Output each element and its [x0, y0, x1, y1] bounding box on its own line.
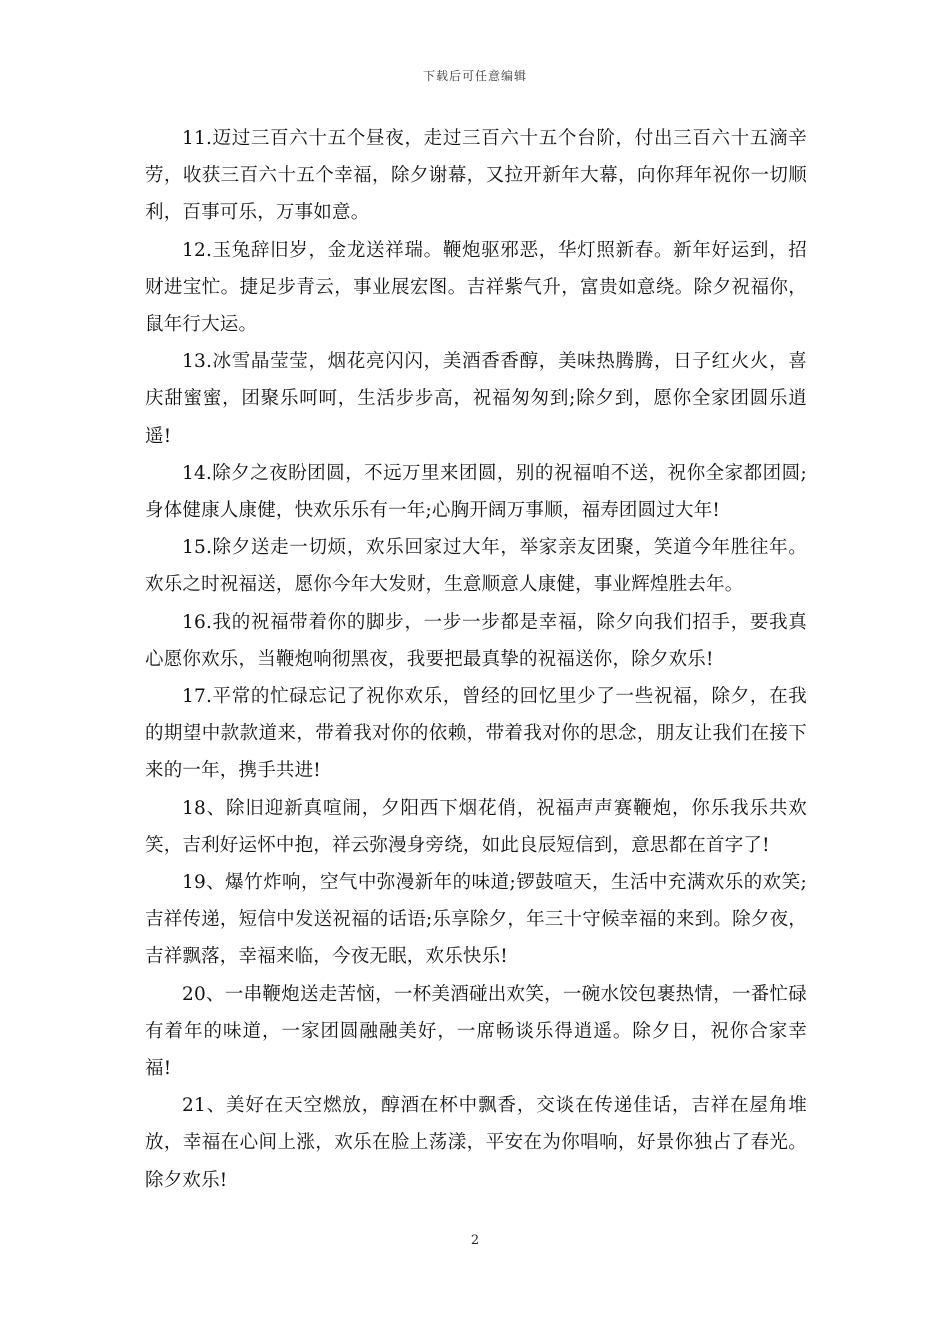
paragraph-17: 17.平常的忙碌忘记了祝你欢乐，曾经的回忆里少了一些祝福，除夕，在我的期望中款款道来，带着我对你的依赖，带着我对你的思念，朋友让我们在接下来的一年，携手共进!: [145, 686, 807, 782]
paragraph-16: 16.我的祝福带着你的脚步，一步一步都是幸福，除夕向我们招手，要我真心愿你欢乐，当鞭炮响彻黑夜，我要把最真挚的祝福送你，除夕欢乐!: [145, 611, 807, 670]
page-header: 下载后可任意编辑: [422, 69, 527, 83]
paragraph-15: 15.除夕送走一切烦，欢乐回家过大年，举家亲友团聚，笑道今年胜往年。欢乐之时祝福送，愿你今年大发财，生意顺意人康健，事业辉煌胜去年。: [145, 537, 807, 596]
paragraph-18: 18、除旧迎新真喧闹，夕阳西下烟花俏，祝福声声赛鞭炮，你乐我乐共欢笑，吉利好运怀中抱，祥云弥漫身旁绕，如此良辰短信到，意思都在首字了!: [145, 797, 807, 856]
paragraph-19: 19、爆竹炸响，空气中弥漫新年的味道;锣鼓喧天，生活中充满欢乐的欢笑;吉祥传递，短信中发送祝福的话语;乐享除夕，年三十守候幸福的来到。除夕夜，吉祥飘落，幸福来临，今夜无眠，欢乐快乐!: [145, 872, 807, 968]
paragraph-20: 20、一串鞭炮送走苦恼，一杯美酒碰出欢笑，一碗水饺包裹热情，一番忙碌有着年的味道，一家团圆融融美好，一席畅谈乐得逍遥。除夕日，祝你合家幸福!: [145, 983, 807, 1080]
paragraph-12: 12.玉兔辞旧岁，金龙送祥瑞。鞭炮驱邪恶，华灯照新春。新年好运到，招财进宝忙。捷足步青云，事业展宏图。吉祥紫气升，富贵如意绕。除夕祝福你，鼠年行大运。: [145, 239, 807, 336]
paragraph-21: 21、美好在天空燃放，醇酒在杯中飘香，交谈在传递佳话，吉祥在屋角堆放，幸福在心间上涨，欢乐在脸上荡漾，平安在为你唱响，好景你独占了春光。除夕欢乐!: [145, 1095, 807, 1191]
page-number: 2: [470, 1233, 480, 1248]
document-body: [145, 120, 807, 1199]
paragraph-11: 11.迈过三百六十五个昼夜，走过三百六十五个台阶，付出三百六十五滴辛劳，收获三百六十五个幸福，除夕谢幕，又拉开新年大幕，向你拜年祝你一切顺利，百事可乐，万事如意。: [145, 128, 807, 224]
paragraph-13: 13.冰雪晶莹莹，烟花亮闪闪，美酒香香醇，美味热腾腾，日子红火火，喜庆甜蜜蜜，团聚乐呵呵，生活步步高，祝福匆匆到;除夕到，愿你全家团圆乐逍遥!: [145, 351, 807, 447]
paragraph-14: 14.除夕之夜盼团圆，不远万里来团圆，别的祝福咱不送，祝你全家都团圆;身体健康人康健，快欢乐乐有一年;心胸开阔万事顺，福寿团圆过大年!: [145, 462, 807, 522]
